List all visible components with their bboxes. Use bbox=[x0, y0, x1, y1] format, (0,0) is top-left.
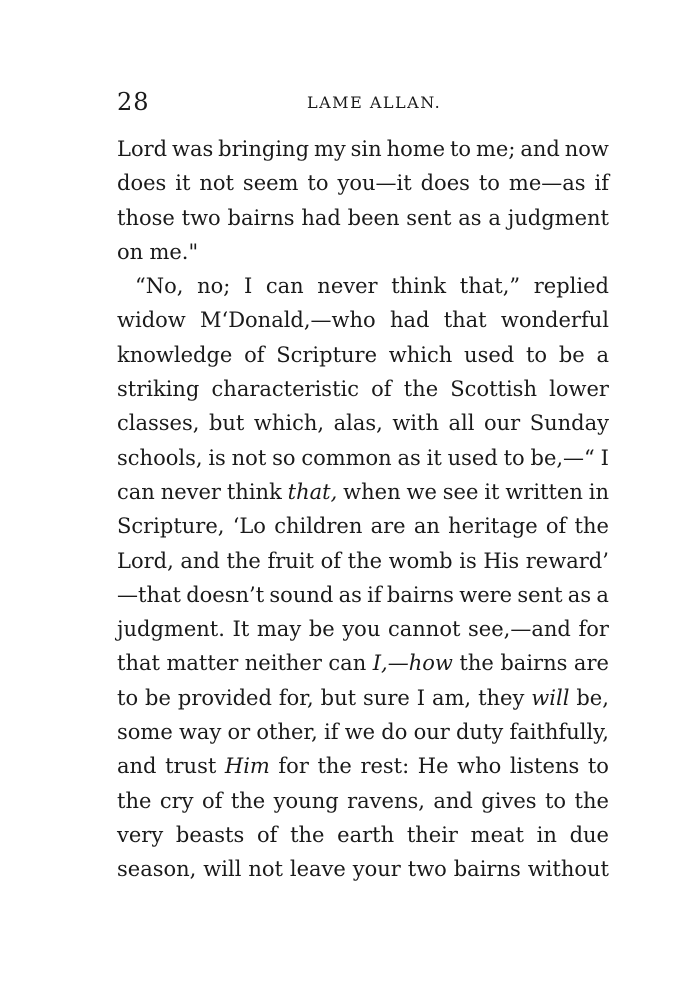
word: no; bbox=[197, 274, 231, 299]
word: two bbox=[407, 857, 447, 882]
word: home bbox=[386, 137, 446, 161]
word: striking bbox=[117, 377, 200, 402]
word: sent bbox=[517, 582, 563, 607]
word: the bbox=[459, 651, 494, 676]
word: be,—“ bbox=[530, 445, 595, 470]
word: I bbox=[416, 685, 426, 710]
word: if bbox=[324, 720, 339, 745]
word: does bbox=[117, 171, 167, 196]
word: for bbox=[578, 617, 609, 642]
word: the bbox=[574, 788, 609, 813]
text-line bbox=[117, 372, 609, 406]
word: may bbox=[256, 617, 302, 642]
word: of bbox=[256, 822, 278, 847]
text-line bbox=[117, 681, 609, 715]
word: it bbox=[426, 445, 442, 470]
word: which bbox=[388, 342, 453, 367]
word: so bbox=[272, 445, 296, 470]
word: Scripture, bbox=[117, 514, 225, 539]
text-line bbox=[117, 441, 609, 475]
word: in bbox=[536, 822, 557, 847]
word: see,—and bbox=[468, 617, 571, 642]
word: meat bbox=[470, 822, 524, 847]
word: as bbox=[567, 582, 592, 607]
word: sent bbox=[406, 205, 452, 230]
text-line bbox=[117, 406, 609, 440]
text-line bbox=[117, 303, 609, 337]
word: wonderful bbox=[500, 308, 609, 333]
word: fruit bbox=[267, 548, 314, 573]
word: think bbox=[226, 479, 282, 504]
word: do bbox=[381, 720, 408, 745]
word: on bbox=[117, 239, 144, 264]
word: see bbox=[442, 479, 479, 504]
word: if bbox=[367, 582, 382, 607]
word: Sunday bbox=[529, 411, 609, 436]
word: young bbox=[273, 788, 339, 813]
word: are bbox=[573, 651, 609, 676]
word: way bbox=[178, 720, 222, 745]
word: I bbox=[600, 445, 609, 470]
word: of bbox=[545, 514, 567, 539]
word: the bbox=[317, 754, 352, 779]
word: think bbox=[391, 274, 447, 299]
word: you bbox=[342, 617, 381, 642]
word: can bbox=[117, 479, 155, 504]
word: that bbox=[117, 651, 160, 676]
word: can bbox=[265, 274, 304, 299]
word: I,—how bbox=[372, 651, 453, 676]
word: am, bbox=[432, 685, 472, 710]
word: the bbox=[403, 377, 439, 402]
word: a bbox=[488, 205, 501, 230]
word: of bbox=[201, 788, 223, 813]
word: Scottish bbox=[450, 377, 537, 402]
word: Lord bbox=[117, 137, 168, 161]
word: to bbox=[503, 445, 525, 470]
word: the bbox=[230, 788, 266, 813]
word: heritage bbox=[448, 514, 538, 539]
word: womb bbox=[388, 548, 453, 573]
word: used bbox=[464, 342, 515, 367]
word: bairns bbox=[227, 205, 295, 230]
page-header bbox=[117, 88, 609, 118]
word: as bbox=[397, 445, 421, 470]
word: M‘Donald,—who bbox=[200, 308, 376, 333]
word: which, bbox=[253, 411, 325, 436]
word: season, bbox=[117, 857, 197, 882]
word: is bbox=[208, 445, 226, 470]
word: Lord, bbox=[117, 548, 174, 573]
word: listens bbox=[509, 754, 580, 779]
word: who bbox=[457, 754, 502, 779]
word: in bbox=[588, 479, 609, 504]
word: and bbox=[180, 548, 220, 573]
word: had bbox=[389, 308, 430, 333]
text-line bbox=[117, 475, 609, 509]
word: “No, bbox=[135, 274, 184, 299]
word: common bbox=[301, 445, 392, 470]
word: with bbox=[392, 411, 439, 436]
word: your bbox=[352, 857, 401, 882]
word: those bbox=[117, 205, 175, 230]
word: characteristic bbox=[211, 377, 359, 402]
word: trust bbox=[165, 754, 217, 779]
word: judgment. bbox=[117, 617, 225, 642]
text-line bbox=[117, 715, 609, 749]
word: knowledge bbox=[117, 342, 233, 367]
word: it bbox=[175, 171, 191, 196]
word: Scripture bbox=[276, 342, 378, 367]
word: the bbox=[226, 548, 261, 573]
word: to bbox=[478, 171, 500, 196]
text-line bbox=[117, 818, 609, 852]
word: other, bbox=[256, 720, 318, 745]
word: sure bbox=[363, 685, 410, 710]
text-line bbox=[117, 784, 609, 818]
word: some bbox=[117, 720, 173, 745]
word: as bbox=[338, 582, 362, 607]
running-head: LAME ALLAN. bbox=[307, 93, 442, 112]
word: provided bbox=[177, 685, 272, 710]
word: His bbox=[483, 548, 520, 573]
word: faithfully, bbox=[509, 720, 609, 745]
word: duty bbox=[455, 720, 504, 745]
word: doesn’t bbox=[186, 582, 265, 607]
word: used bbox=[447, 445, 498, 470]
word: never bbox=[160, 479, 221, 504]
word: of bbox=[244, 342, 265, 367]
word: classes, bbox=[117, 411, 200, 436]
text-line bbox=[117, 235, 609, 269]
text-line bbox=[117, 612, 609, 646]
word: ‘Lo bbox=[232, 514, 266, 539]
word: but bbox=[320, 685, 357, 710]
word: that bbox=[443, 308, 487, 333]
word: will bbox=[203, 857, 242, 882]
word: replied bbox=[533, 274, 609, 299]
word: sound bbox=[269, 582, 334, 607]
word: widow bbox=[117, 308, 186, 333]
word: written bbox=[505, 479, 583, 504]
word: now bbox=[564, 137, 609, 161]
word: is bbox=[459, 548, 477, 573]
text-line bbox=[117, 201, 609, 235]
word: ravens, bbox=[347, 788, 425, 813]
text-line bbox=[117, 544, 609, 578]
word: their bbox=[406, 822, 458, 847]
page-number: 28 bbox=[117, 88, 150, 116]
word: sin bbox=[350, 137, 382, 161]
word: children bbox=[274, 514, 363, 539]
word: and bbox=[433, 788, 473, 813]
text-line bbox=[117, 269, 609, 303]
word: reward’ bbox=[525, 548, 609, 573]
word: as bbox=[458, 205, 482, 230]
word: when bbox=[343, 479, 401, 504]
word: and bbox=[117, 754, 157, 779]
word: to bbox=[544, 788, 567, 813]
word: I bbox=[243, 274, 253, 299]
word: seem bbox=[242, 171, 299, 196]
word: for, bbox=[278, 685, 314, 710]
word: that, bbox=[287, 479, 338, 504]
word: leave bbox=[289, 857, 346, 882]
word: matter bbox=[166, 651, 239, 676]
word: the bbox=[574, 514, 609, 539]
word: be bbox=[558, 342, 585, 367]
text-line bbox=[117, 646, 609, 680]
word: He bbox=[417, 754, 449, 779]
word: the bbox=[290, 822, 325, 847]
text-line bbox=[117, 132, 609, 166]
word: had bbox=[301, 205, 341, 230]
word: all bbox=[448, 411, 475, 436]
word: they bbox=[478, 685, 525, 710]
word: a bbox=[596, 582, 609, 607]
word: for bbox=[278, 754, 309, 779]
word: it bbox=[484, 479, 500, 504]
word: are bbox=[370, 514, 406, 539]
word: but bbox=[208, 411, 245, 436]
word: due bbox=[569, 822, 609, 847]
word: we bbox=[344, 720, 376, 745]
word: the bbox=[117, 788, 152, 813]
word: an bbox=[413, 514, 440, 539]
word: to bbox=[307, 171, 329, 196]
word: schools, bbox=[117, 445, 203, 470]
word: not bbox=[199, 171, 234, 196]
word: and bbox=[520, 137, 560, 161]
word: be bbox=[145, 685, 171, 710]
text-line bbox=[117, 749, 609, 783]
word: not bbox=[231, 445, 267, 470]
word: judgment bbox=[507, 205, 609, 230]
word: of bbox=[320, 548, 342, 573]
word: be, bbox=[576, 685, 609, 710]
word: we bbox=[406, 479, 437, 504]
word: lower bbox=[549, 377, 609, 402]
word: my bbox=[313, 137, 346, 161]
word: two bbox=[181, 205, 221, 230]
word: rest: bbox=[360, 754, 410, 779]
word: bairns bbox=[500, 651, 568, 676]
word: cry bbox=[159, 788, 194, 813]
text-line bbox=[117, 852, 609, 886]
word: a bbox=[596, 342, 609, 367]
word: our bbox=[483, 411, 521, 436]
word: me; bbox=[475, 137, 516, 161]
word: you—it bbox=[337, 171, 412, 196]
word: bairns bbox=[453, 857, 521, 882]
word: without bbox=[527, 857, 609, 882]
word: to bbox=[587, 754, 609, 779]
word: to bbox=[525, 342, 548, 367]
word: can bbox=[328, 651, 367, 676]
text-line bbox=[117, 338, 609, 372]
word: not bbox=[248, 857, 283, 882]
word: It bbox=[232, 617, 250, 642]
word: be bbox=[308, 617, 335, 642]
word: earth bbox=[337, 822, 395, 847]
text-line bbox=[117, 578, 609, 612]
word: of bbox=[371, 377, 392, 402]
word: cannot bbox=[387, 617, 461, 642]
text-line bbox=[117, 509, 609, 543]
word: were bbox=[459, 582, 513, 607]
word: to bbox=[117, 685, 139, 710]
word: was bbox=[171, 137, 214, 161]
word: or bbox=[227, 720, 251, 745]
word: beasts bbox=[175, 822, 245, 847]
word: been bbox=[347, 205, 400, 230]
word: that,” bbox=[459, 274, 521, 299]
word: the bbox=[347, 548, 383, 573]
word: me—as bbox=[508, 171, 586, 196]
word: never bbox=[317, 274, 378, 299]
word: neither bbox=[244, 651, 322, 676]
word: gives bbox=[481, 788, 537, 813]
word: our bbox=[413, 720, 450, 745]
text-line bbox=[117, 166, 609, 200]
word: me." bbox=[149, 239, 199, 264]
word: Him bbox=[224, 754, 270, 779]
body-text bbox=[117, 132, 609, 887]
word: bringing bbox=[218, 137, 310, 161]
word: bairns bbox=[386, 582, 454, 607]
word: if bbox=[594, 171, 609, 196]
word: to bbox=[449, 137, 472, 161]
word: will bbox=[531, 685, 570, 710]
word: —that bbox=[117, 582, 181, 607]
word: does bbox=[420, 171, 470, 196]
word: very bbox=[117, 822, 164, 847]
word: alas, bbox=[333, 411, 383, 436]
